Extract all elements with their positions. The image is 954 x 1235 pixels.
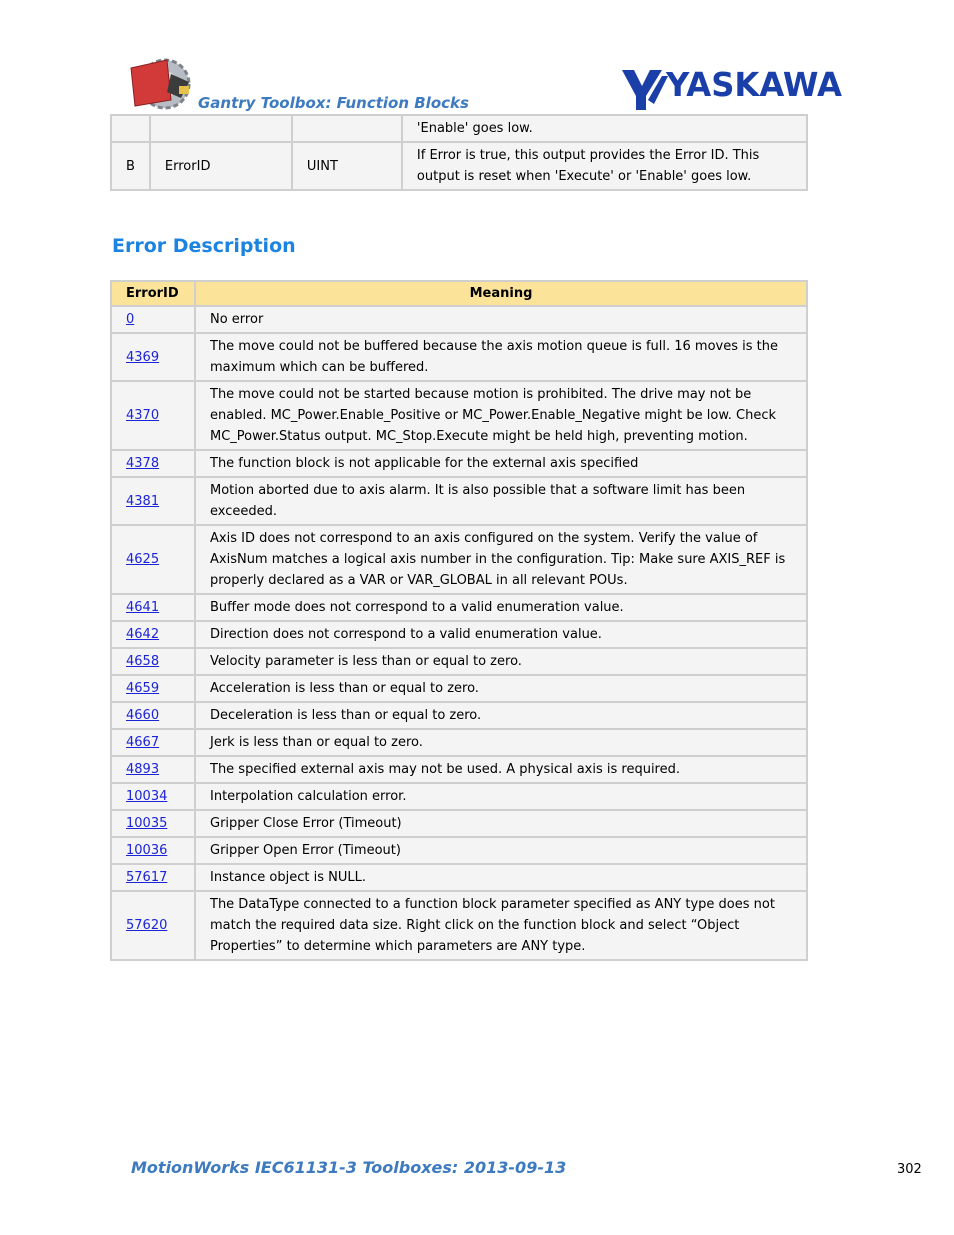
error-code-link[interactable]: 10034 (126, 789, 168, 804)
header-title: Gantry Toolbox: Function Blocks (198, 94, 469, 112)
table-row (112, 307, 806, 332)
error-code-link[interactable]: 4625 (126, 552, 160, 567)
error-code-link[interactable]: 10036 (126, 843, 168, 858)
error-code-link[interactable]: 10035 (126, 816, 168, 831)
error-code-cell (112, 703, 194, 728)
error-code-link[interactable]: 57620 (126, 918, 168, 933)
error-code-link[interactable]: 4641 (126, 600, 160, 615)
error-code-link[interactable]: 4381 (126, 493, 160, 509)
io-cell-type: UINT (293, 143, 401, 189)
error-table (110, 280, 808, 961)
error-code-cell (112, 676, 194, 701)
errorid-header: ErrorID (112, 282, 194, 305)
error-code-cell (112, 622, 194, 647)
error-code-cell (112, 595, 194, 620)
error-meaning-cell: Velocity parameter is less than or equal to zero. (196, 649, 806, 674)
error-meaning-cell: The move could not be started because motion is prohibited. The drive may not be enabled. MC_Power.Enable_Positive or MC_Power.Enable_Negative might be low. Check MC_Power.Status output. MC_Stop.Execute might be held high, preventing motion. (196, 382, 806, 449)
table-row (112, 676, 806, 701)
table-row (112, 622, 806, 647)
error-meaning-cell: Gripper Open Error (Timeout) (196, 838, 806, 863)
brand-text: YASKAWA (665, 66, 843, 104)
table-row (112, 811, 806, 836)
io-cell-desc: If Error is true, this output provides the Error ID. This output is reset when 'Execute' or 'Enable' goes low. (403, 143, 806, 189)
error-code-cell (112, 757, 194, 782)
table-row (112, 478, 806, 524)
footer-title: MotionWorks IEC61131-3 Toolboxes: 2013-09-13 (131, 1158, 567, 1177)
error-meaning-cell: Interpolation calculation error. (196, 784, 806, 809)
error-meaning-cell: Gripper Close Error (Timeout) (196, 811, 806, 836)
table-row (112, 382, 806, 449)
io-table (110, 114, 808, 191)
error-code-link[interactable]: 4642 (126, 627, 160, 642)
error-meaning-cell: Instance object is NULL. (196, 865, 806, 890)
io-cell-desc: 'Enable' goes low. (403, 116, 806, 141)
table-row (112, 649, 806, 674)
io-cell-name (151, 116, 291, 141)
table-row (112, 784, 806, 809)
io-row (112, 143, 806, 189)
error-code-cell (112, 784, 194, 809)
error-meaning-cell: The function block is not applicable for the external axis specified (196, 451, 806, 476)
page-number: 302 (897, 1162, 922, 1177)
io-cell-id (112, 116, 149, 141)
table-row (112, 595, 806, 620)
error-code-cell (112, 451, 194, 476)
table-row (112, 892, 806, 959)
error-meaning-cell: The DataType connected to a function block parameter specified as ANY type does not match the required data size. Right click on the function block and select “Object Properties” to determine which parameters are ANY type. (196, 892, 806, 959)
table-row (112, 334, 806, 380)
error-code-cell (112, 478, 194, 524)
error-meaning-cell: Acceleration is less than or equal to zero. (196, 676, 806, 701)
table-row (112, 865, 806, 890)
error-code-cell (112, 334, 194, 380)
error-meaning-cell: The specified external axis may not be used. A physical axis is required. (196, 757, 806, 782)
error-meaning-cell: No error (196, 307, 806, 332)
error-code-link[interactable]: 4658 (126, 654, 160, 669)
table-row (112, 703, 806, 728)
error-code-link[interactable]: 4659 (126, 681, 160, 696)
error-code-link[interactable]: 4893 (126, 762, 160, 777)
table-row (112, 526, 806, 593)
toolbox-logo-icon (127, 54, 201, 112)
io-cell-type (293, 116, 401, 141)
error-meaning-cell: The move could not be buffered because the axis motion queue is full. 16 moves is the maximum which can be buffered. (196, 334, 806, 380)
error-code-link[interactable]: 4370 (126, 408, 160, 423)
error-code-link[interactable]: 0 (126, 312, 135, 327)
error-meaning-cell: Buffer mode does not correspond to a valid enumeration value. (196, 595, 806, 620)
yaskawa-logo (622, 66, 844, 112)
error-meaning-cell: Deceleration is less than or equal to zero. (196, 703, 806, 728)
table-row (112, 757, 806, 782)
error-code-cell (112, 811, 194, 836)
error-meaning-cell: Jerk is less than or equal to zero. (196, 730, 806, 755)
section-heading: Error Description (112, 235, 296, 257)
error-code-cell (112, 892, 194, 959)
io-cell-name: ErrorID (151, 143, 291, 189)
error-meaning-cell: Axis ID does not correspond to an axis configured on the system. Verify the value of AxisNum matches a logical axis number in the configuration. Tip: Make sure AXIS_REF is properly declared as a VAR or VAR_GLOBAL in all relevant POUs. (196, 526, 806, 593)
table-header-row (112, 282, 806, 305)
error-code-cell (112, 382, 194, 449)
error-code-cell (112, 838, 194, 863)
table-row (112, 451, 806, 476)
error-code-link[interactable]: 4660 (126, 708, 160, 723)
table-row (112, 838, 806, 863)
error-meaning-cell: Motion aborted due to axis alarm. It is also possible that a software limit has been exceeded. (196, 478, 806, 524)
error-code-link[interactable]: 4378 (126, 456, 160, 471)
table-row (112, 730, 806, 755)
error-code-cell (112, 865, 194, 890)
error-code-cell (112, 730, 194, 755)
error-code-cell (112, 307, 194, 332)
meaning-header: Meaning (196, 282, 806, 305)
io-row (112, 116, 806, 141)
error-code-cell (112, 649, 194, 674)
error-code-link[interactable]: 4667 (126, 735, 160, 750)
io-cell-id: B (112, 143, 149, 189)
error-code-link[interactable]: 57617 (126, 870, 168, 885)
error-code-cell (112, 526, 194, 593)
error-meaning-cell: Direction does not correspond to a valid enumeration value. (196, 622, 806, 647)
error-code-link[interactable]: 4369 (126, 349, 160, 365)
